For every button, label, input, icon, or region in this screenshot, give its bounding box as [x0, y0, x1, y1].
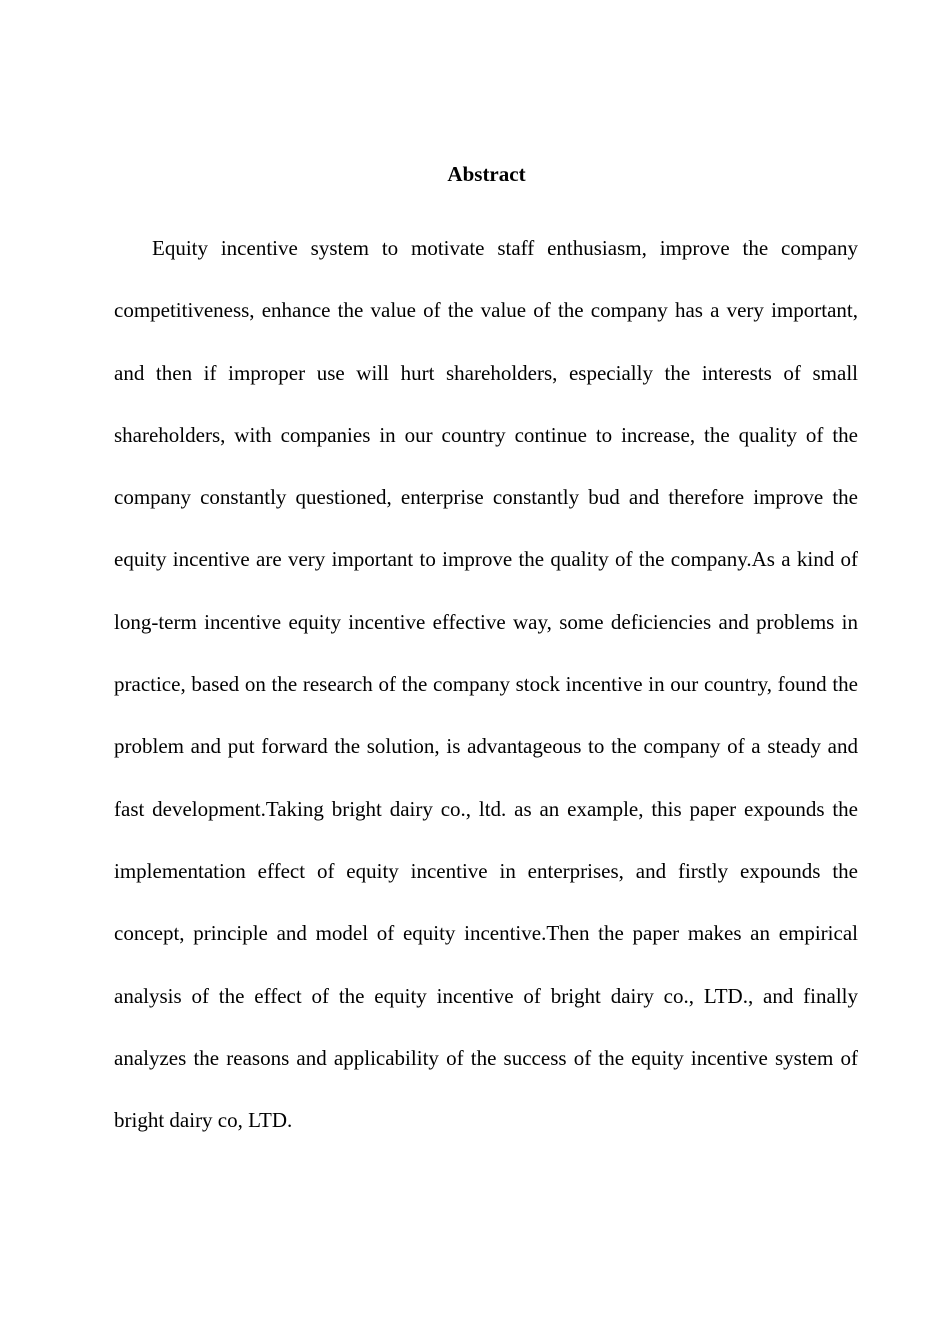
abstract-paragraph: Equity incentive system to motivate staff enthusiasm, improve the company competitiveness, enhance the value of the value of the company has a very important, and then if improper use will hurt shareholders, especially the interests of small shareholders, with companies in our country continue to increase, the quality of the company constantly questioned, enterprise constantly bud and therefore improve the equity incentive are very important to improve the quality of the company.As a kind of long-term incentive equity incentive effective way, some deficiencies and problems in practice, based on the research of the company stock incentive in our country, found the problem and put forward the solution, is advantageous to the company of a steady and fast development.Taking bright dairy co., ltd. as an example, this paper expounds the implementation effect of equity incentive in enterprises, and firstly expounds the concept, principle and model of equity incentive.Then the paper makes an empirical analysis of the effect of the equity incentive of bright dairy co., LTD., and finally analyzes the reasons and applicability of the success of the equity incentive system of bright dairy co, LTD. [114, 236, 858, 1133]
abstract-heading: Abstract [447, 162, 526, 186]
